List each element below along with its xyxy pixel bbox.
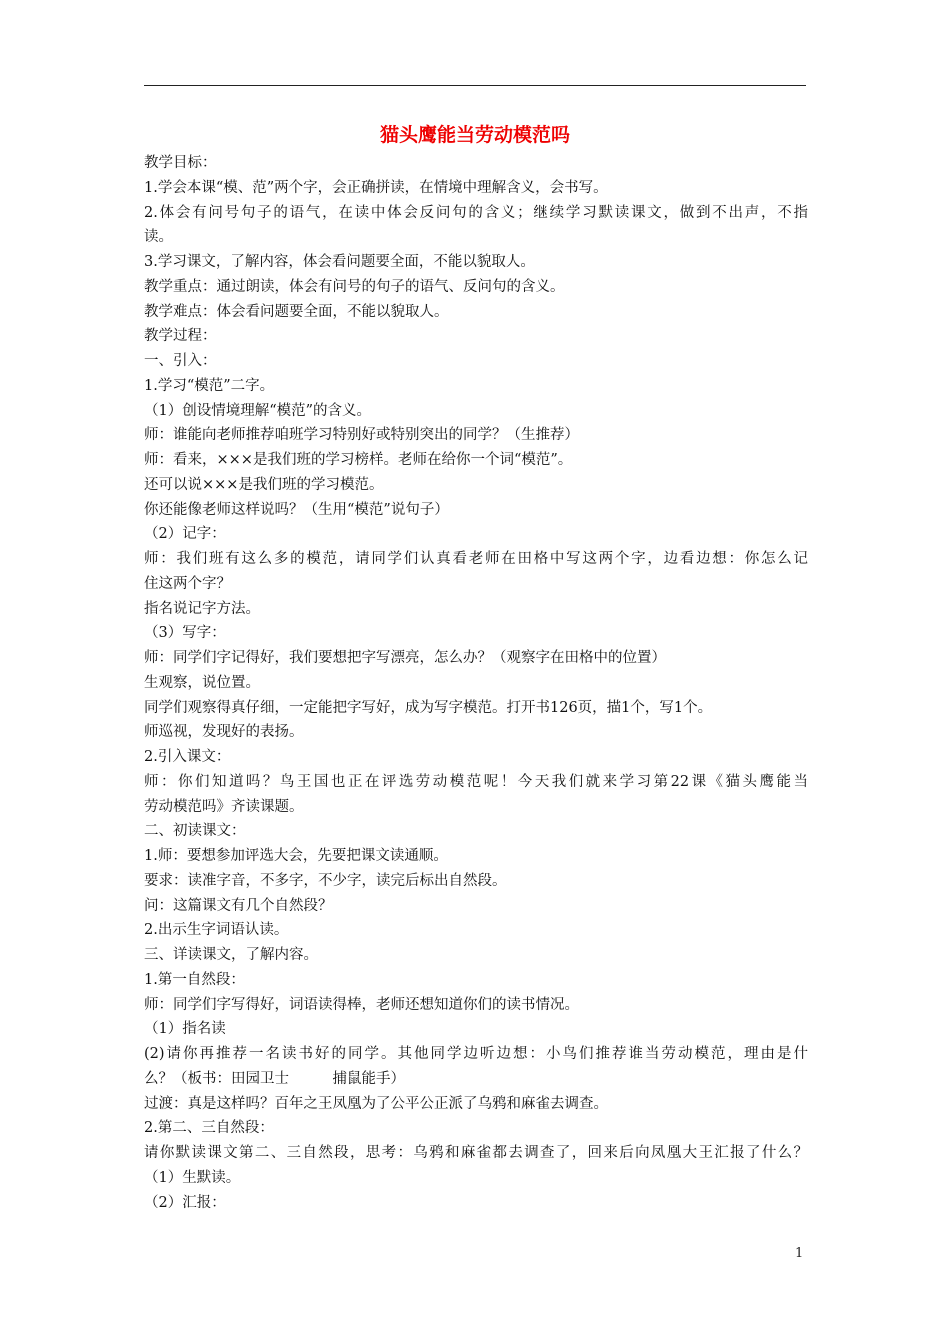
text-line: 师巡视，发现好的表扬。 <box>144 724 304 741</box>
text-line: (2)请你再推荐一名读书好的同学。其他同学边听边想：小鸟们推荐谁当劳动模范，理由是什 <box>144 1046 808 1062</box>
text-line: 2.引入课文： <box>144 749 231 765</box>
text-line: 2.体会有问号句子的语气，在读中体会反问句的含义；继续学习默读课文，做到不出声，不指 <box>144 204 808 221</box>
text-line: 读。 <box>144 229 173 246</box>
text-line: （1）生默读。 <box>144 1169 241 1186</box>
text-line: 师：我们班有这么多的模范，请同学们认真看老师在田格中写这两个字，边看边想：你怎么记 <box>144 551 808 567</box>
text-line: 住这两个字？ <box>144 575 231 592</box>
document-body <box>144 151 808 1215</box>
text-line: 你还能像老师这样说吗？（生用“模范”说句子） <box>144 501 449 518</box>
text-line: 要求：读准字音，不多字，不少字，读完后标出自然段。 <box>144 872 507 889</box>
text-line: 生观察，说位置。 <box>144 674 260 691</box>
text-line: 过渡：真是这样吗？百年之王凤凰为了公平公正派了乌鸦和麻雀去调查。 <box>144 1095 608 1112</box>
text-line: （3）写字： <box>144 625 226 642</box>
text-line: （2）记字： <box>144 526 226 543</box>
text-line: 教学重点：通过朗读，体会有问号的句子的语气、反问句的含义。 <box>144 278 565 295</box>
text-line: 同学们观察得真仔细，一定能把字写好，成为写字模范。打开书126页，描1个，写1个。 <box>144 699 713 716</box>
text-line: 教学目标： <box>144 155 217 171</box>
text-line: （1）创设情境理解“模范”的含义。 <box>144 402 372 419</box>
text-line: （2）汇报： <box>144 1194 226 1211</box>
text-line: 一、引入： <box>144 353 217 369</box>
text-line: 教学难点：体会看问题要全面，不能以貌取人。 <box>144 303 449 320</box>
text-line: 二、初读课文： <box>144 823 246 840</box>
text-line: 1.学会本课“模、范”两个字，会正确拼读，在情境中理解含义，会书写。 <box>144 179 608 196</box>
text-line: 请你默读课文第二、三自然段，思考：乌鸦和麻雀都去调查了，回来后向凤凰大王汇报了什么？ <box>144 1145 808 1161</box>
text-line: 师：看来，×××是我们班的学习榜样。老师在给你一个词“模范”。 <box>144 452 573 468</box>
text-line: 3.学习课文，了解内容，体会看问题要全面，不能以貌取人。 <box>144 254 535 270</box>
document-title: 猫头鹰能当劳动模范吗 <box>379 124 570 146</box>
text-line: （1）指名读 <box>144 1021 226 1038</box>
text-line: 2.第二、三自然段： <box>144 1120 274 1137</box>
text-line: 还可以说×××是我们班的学习模范。 <box>144 476 384 493</box>
text-line: 1.师：要想参加评选大会，先要把课文读通顺。 <box>144 848 448 864</box>
text-line: 么？（板书：田园卫士 捕鼠能手） <box>144 1070 405 1087</box>
text-line: 师：同学们字记得好，我们要想把字写漂亮，怎么办？（观察字在田格中的位置） <box>144 650 666 666</box>
header-rule <box>144 85 806 86</box>
page-number: 1 <box>795 1246 804 1261</box>
text-line: 劳动模范吗》齐读课题。 <box>144 798 304 815</box>
text-line: 三、详读课文，了解内容。 <box>144 947 318 963</box>
text-line: 问：这篇课文有几个自然段？ <box>144 897 333 914</box>
text-line: 指名说记字方法。 <box>144 600 260 617</box>
text-line: 1.第一自然段： <box>144 971 245 988</box>
text-line: 2.出示生字词语认读。 <box>144 922 289 939</box>
text-line: 师：同学们字写得好，词语读得棒，老师还想知道你们的读书情况。 <box>144 996 579 1013</box>
text-line: 师：谁能向老师推荐咱班学习特别好或特别突出的同学？（生推荐） <box>144 427 579 444</box>
text-line: 教学过程： <box>144 328 217 345</box>
text-line: 1.学习“模范”二字。 <box>144 377 275 394</box>
text-line: 师：你们知道吗？鸟王国也正在评选劳动模范呢！今天我们就来学习第22课《猫头鹰能当 <box>144 773 808 790</box>
